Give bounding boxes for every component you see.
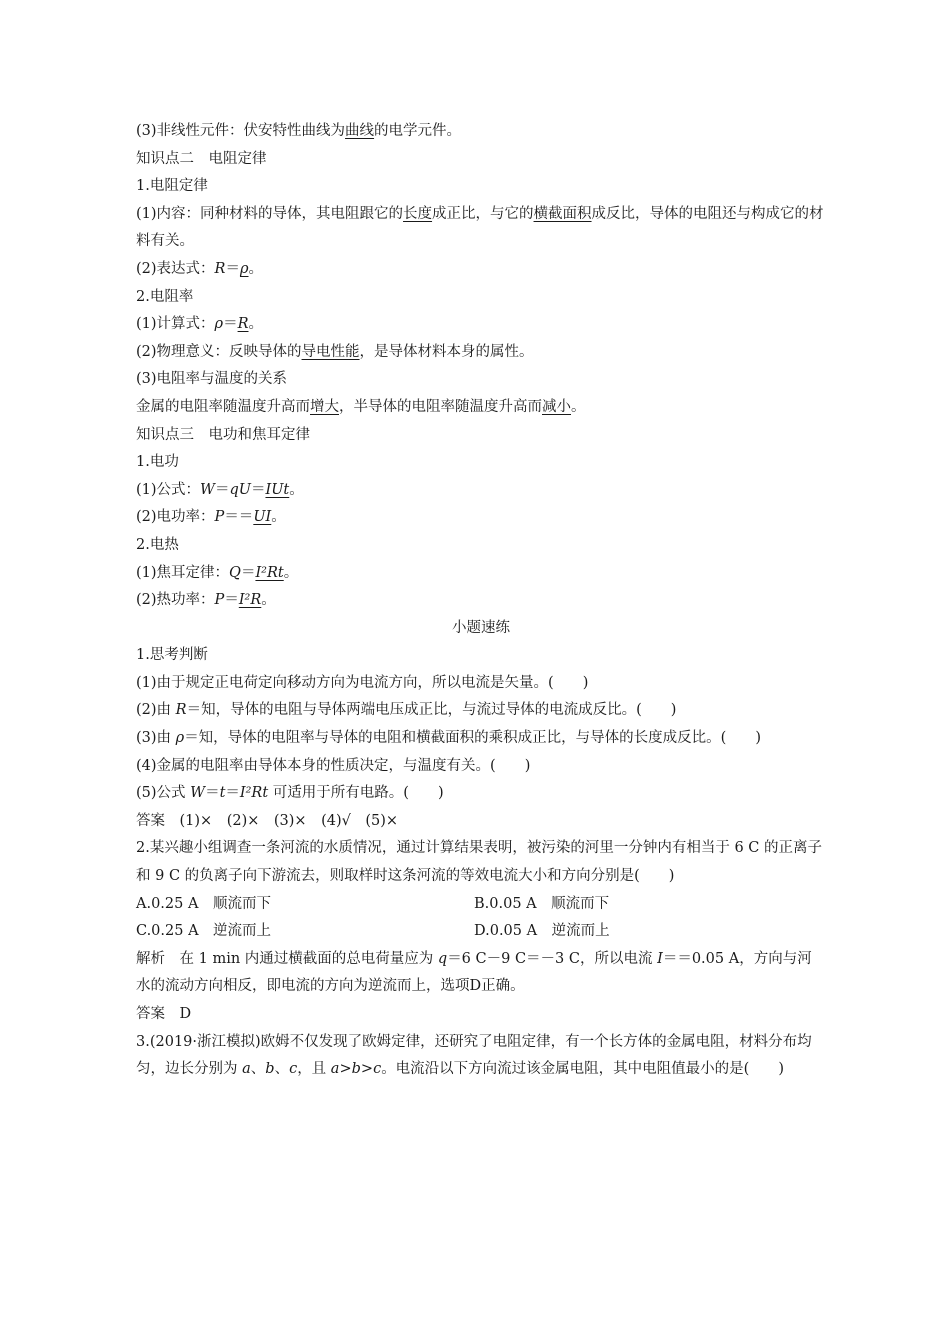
option-c: C.0.25 A 逆流而上 bbox=[136, 923, 272, 940]
resistance-expression: (2)表达式：R＝ρ。 bbox=[136, 260, 263, 277]
document-body bbox=[136, 118, 826, 1084]
resistance-law-content: (1)内容：同种材料的导体，其电阻跟它的长度成正比，与它的横截面积成反比，导体的电阻还与构成它的材料有关。 bbox=[136, 205, 824, 250]
judgment-item-3: (3)由 ρ＝知，导体的电阻率与导体的电阻和横截面积的乘积成正比，与导体的长度成反比。( ) bbox=[136, 730, 761, 747]
resistivity-temperature-heading: (3)电阻率与温度的关系 bbox=[136, 371, 288, 388]
resistivity-meaning: (2)物理意义：反映导体的导电性能，是导体材料本身的属性。 bbox=[136, 343, 534, 360]
question-2-stem: 2.某兴趣小组调查一条河流的水质情况，通过计算结果表明，被污染的河里一分钟内有相当于 6 C 的正离子和 9 C 的负离子向下游流去，则取样时这条河流的等效电流大小和方向分别是( ) bbox=[136, 840, 822, 885]
judgment-item-4: (4)金属的电阻率由导体本身的性质决定，与温度有关。( ) bbox=[136, 757, 531, 774]
judgment-item-5: (5)公式 W＝t＝I²Rt 可适用于所有电路。( ) bbox=[136, 785, 444, 802]
electric-work-formula: (1)公式：W＝qU＝IUt。 bbox=[136, 481, 304, 498]
judgment-answers: 答案 (1)× (2)× (3)× (4)√ (5)× bbox=[136, 812, 399, 829]
electric-power-formula: (2)电功率：P＝＝UI。 bbox=[136, 509, 286, 526]
nonlinear-element-line: (3)非线性元件：伏安特性曲线为曲线的电学元件。 bbox=[136, 123, 462, 139]
option-b: B.0.05 A 顺流而下 bbox=[474, 895, 610, 912]
subheading-electric-work: 1.电功 bbox=[136, 454, 179, 471]
resistivity-temperature-relation: 金属的电阻率随温度升高而增大，半导体的电阻率随温度升高而减小。 bbox=[136, 398, 586, 415]
judgment-heading: 1.思考判断 bbox=[136, 647, 208, 664]
section-heading-resistance-law: 知识点二 电阻定律 bbox=[136, 150, 267, 167]
section-heading-joule-law: 知识点三 电功和焦耳定律 bbox=[136, 426, 310, 443]
option-d: D.0.05 A 逆流而上 bbox=[474, 923, 610, 940]
question-2-options-row-2 bbox=[136, 918, 826, 946]
joule-law-formula: (1)焦耳定律：Q＝I²Rt。 bbox=[136, 564, 299, 581]
question-2-answer: 答案 D bbox=[136, 1006, 192, 1022]
question-3-stem: 3.(2019·浙江模拟)欧姆不仅发现了欧姆定律，还研究了电阻定律，有一个长方体的金属电阻，材料分布均匀，边长分别为 a、b、c，且 a>b>c。电流沿以下方向流过该金属电阻，其中电阻值最小的是( ) bbox=[136, 1033, 812, 1078]
practice-section-title: 小题速练 bbox=[452, 619, 510, 636]
subheading-resistivity: 2.电阻率 bbox=[136, 288, 194, 305]
heat-power-formula: (2)热功率：P＝I²R。 bbox=[136, 592, 276, 609]
resistivity-formula: (1)计算式：ρ＝R。 bbox=[136, 316, 263, 333]
judgment-item-1: (1)由于规定正电荷定向移动方向为电流方向，所以电流是矢量。( ) bbox=[136, 674, 589, 691]
option-a: A.0.25 A 顺流而下 bbox=[136, 895, 271, 912]
subheading-resistance-law: 1.电阻定律 bbox=[136, 178, 208, 195]
judgment-item-2: (2)由 R＝知，导体的电阻与导体两端电压成正比，与流过导体的电流成反比。( ) bbox=[136, 702, 677, 719]
question-2-analysis: 解析 在 1 min 内通过横截面的总电荷量应为 q＝6 C－9 C＝－3 C，所以电流 I＝＝0.05 A，方向与河水的流动方向相反，即电流的方向为逆流而上，选项D正确。 bbox=[136, 950, 812, 995]
subheading-electric-heat: 2.电热 bbox=[136, 536, 179, 553]
question-2-options-row-1 bbox=[136, 891, 826, 919]
